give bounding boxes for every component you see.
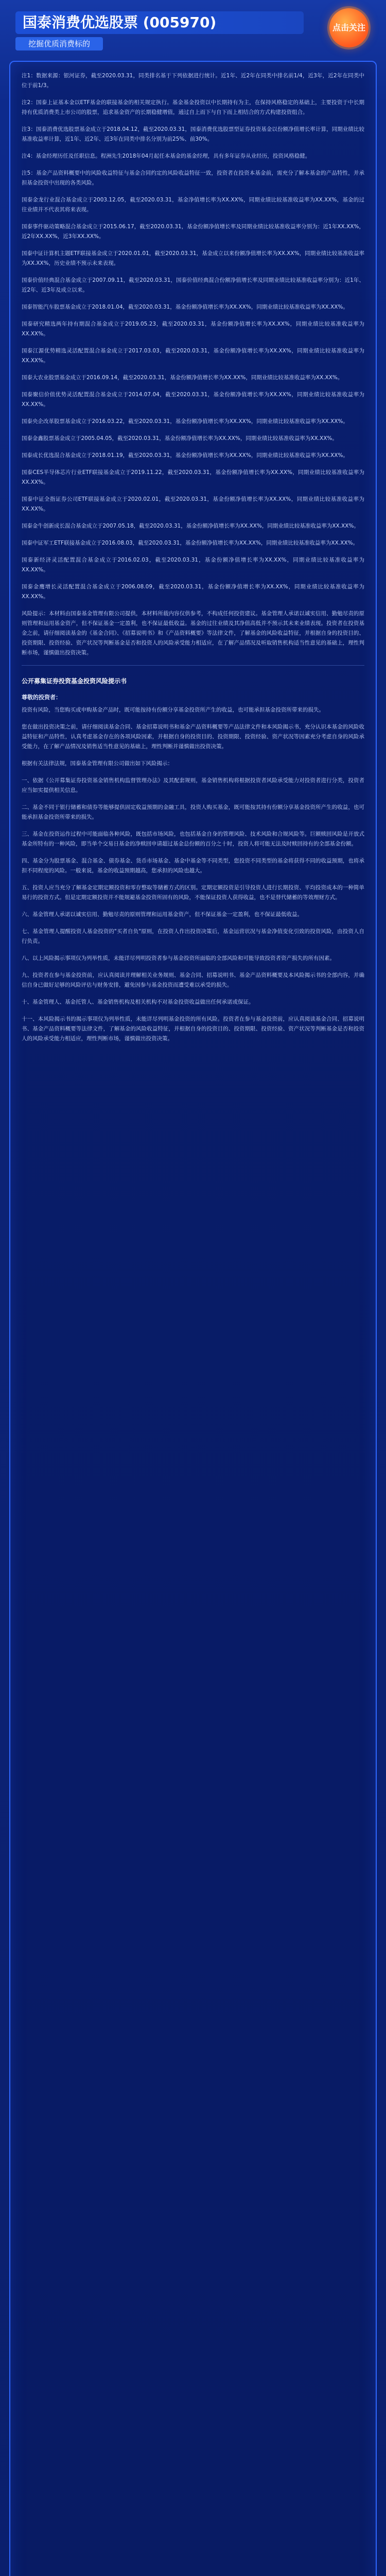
notice-paragraph: 您在做出投资决策之前，请仔细阅读基金合同、基金招募说明书和基金产品资料概要等产品法律文件和本风险揭示书，充分认识本基金的风险收益特征和产品特性，认真考虑基金存在的各项风险因素，并根据自身的投资目的、投资期限、投资经验、资产状况等因素充分考虑自身的风险承受能力，在了解产品情况及销售适当性意见的基础上，理性判断并谨慎做出投资决策。 bbox=[22, 724, 364, 750]
notice-paragraph: 二、基金不同于银行储蓄和债券等能够提供固定收益预期的金融工具，投资人购买基金，既可能按其持有份额分享基金投资所产生的收益，也可能承担基金投资所带来的损失。 bbox=[22, 804, 364, 820]
disclosure-paragraph: 注5：基金产品资料概要中的风险收益特征与基金合同约定的风险收益特征一致，投资者在投资本基金前，需充分了解本基金的产品特性，并承担基金投资中出现的各类风险。 bbox=[22, 170, 364, 186]
disclosure-paragraph: 国泰金鹰增长灵活配置混合基金成立于2006.08.09，截至2020.03.31，基金份额净值增长率为XX.XX%，同期业绩比较基准收益率为XX.XX%。 bbox=[22, 584, 364, 600]
disclosure-paragraph: 国泰金龙行业混合基金成立于2003.12.05，截至2020.03.31，基金净值增长率为XX.XX%，同期业绩比较基准收益率为XX.XX%，基金的过往业绩并不代表其将来表现。 bbox=[22, 197, 364, 213]
disclosure-paragraph: 国泰中证计算机主题ETF联接基金成立于2020.01.01，截至2020.03.31，基金成立以来份额净值增长率为XX.XX%，同期业绩比较基准收益率为XX.XX%，历史业绩不预示未来表现。 bbox=[22, 250, 364, 266]
disclosure-paragraph: 国泰大农业股票基金成立于2016.09.14，截至2020.03.31，基金份额净值增长率为XX.XX%，同期业绩比较基准收益率为XX.XX%。 bbox=[22, 375, 343, 381]
notice-section bbox=[22, 705, 364, 1044]
disclosure-paragraph: 注4：基金经理历任及任职信息。程洲先生2018年04月起任本基金的基金经理，具有多年证券从业经历，投资风格稳健。 bbox=[22, 153, 311, 159]
notice-paragraph: 一、依据《公开募集证券投资基金销售机构监督管理办法》及其配套规则，基金销售机构将根据投资者风险承受能力对投资者进行分类，投资者应当如实提供相关信息。 bbox=[22, 777, 364, 793]
divider bbox=[22, 665, 364, 666]
page-subtitle: 挖掘优质消费标的 bbox=[15, 37, 103, 50]
disclosure-paragraph: 风险提示：本材料由国泰基金管理有限公司提供，本材料所载内容仅供参考，不构成任何投资建议。基金管理人承诺以诚实信用、勤勉尽责的原则管理和运用基金资产，但不保证基金一定盈利，也不保证最低收益。基金的过往业绩及其净值高低并不预示其未来业绩表现。投资者在投资基金之前，请仔细阅读基金的《基金合同》、《招募说明书》和《产品资料概要》等法律文件，了解基金的风险收益特征，并根据自身的投资目的、投资期限、投资经验、资产状况等判断基金是否和投资人的风险承受能力相适应，在了解产品情况及听取销售机构适当性意见的基础上，理性判断市场，谨慎做出投资决策。 bbox=[22, 611, 364, 656]
disclosure-section bbox=[22, 71, 364, 658]
disclosure-paragraph: 注1：数据来源：银河证券，截至2020.03.31，同类排名基于下列依据进行统计。近1年、近2年在同类中排名前1/4，近3年，近2年在同类中位于前1/3。 bbox=[22, 73, 364, 89]
notice-paragraph: 九、投资者在参与基金投资前，应认真阅读并理解相关业务规则、基金合同、招募说明书、基金产品资料概要及本风险揭示书的全部内容，并确信自身已做好足够的风险评估与财务安排，避免因参与基金投资而遭受难以承受的损失。 bbox=[22, 972, 364, 988]
disclosure-paragraph: 国泰智能汽车股票基金成立于2018.01.04，截至2020.03.31，基金份额净值增长率为XX.XX%，同期业绩比较基准收益率为XX.XX%。 bbox=[22, 304, 348, 310]
notice-paragraph: 八、以上风险揭示事项仅为列举性质，未能详尽列明投资者参与基金投资所面临的全部风险和可能导致投资者资产损失的所有因素。 bbox=[22, 955, 335, 961]
disclosure-paragraph: 注3：国泰消费优选股票基金成立于2018.04.12，截至2020.03.31，国泰消费优选股票型证券投资基金以份额净值增长率计算，同期业绩比较基准收益率计算，近1年、近2年、近3年在同类中排名分别为前25%、前30%。 bbox=[22, 126, 364, 142]
disclosure-paragraph: 国泰中证全指证券公司ETF联接基金成立于2020.02.01，截至2020.03.31，基金份额净值增长率为XX.XX%，同期业绩比较基准收益率为XX.XX%。 bbox=[22, 496, 364, 512]
disclosure-paragraph: 国泰研究精选两年持有期混合基金成立于2019.05.23，截至2020.03.31，基金份额净值增长率为XX.XX%，同期业绩比较基准收益率为XX.XX%。 bbox=[22, 321, 364, 337]
notice-paragraph: 投资有风险，当您购买或申购基金产品时，既可能按持有份额分享基金投资所产生的收益，也可能承担基金投资所带来的损失。 bbox=[22, 707, 324, 713]
notice-paragraph: 六、基金管理人承诺以诚实信用、勤勉尽责的原则管理和运用基金资产，但不保证基金一定盈利，也不保证最低收益。 bbox=[22, 911, 303, 918]
disclosure-paragraph: 国泰金牛创新成长混合基金成立于2007.05.18，截至2020.03.31，基金份额净值增长率为XX.XX%，同期业绩比较基准收益率为XX.XX%。 bbox=[22, 523, 359, 529]
disclosure-paragraph: 国泰聚信价值优势灵活配置混合基金成立于2014.07.04，截至2020.03.31，基金份额净值增长率为XX.XX%，同期业绩比较基准收益率为XX.XX%。 bbox=[22, 392, 364, 408]
disclosure-paragraph: 国泰江源优势精选灵活配置混合基金成立于2017.03.03，截至2020.03.31，基金份额净值增长率为XX.XX%，同期业绩比较基准收益率为XX.XX%。 bbox=[22, 348, 364, 364]
page-title: 国泰消费优选股票 (005970) bbox=[15, 11, 304, 34]
disclosure-paragraph: 国泰金鑫股票基金成立于2005.04.05，截至2020.03.31，基金份额净值增长率为XX.XX%，同期业绩比较基准收益率为XX.XX%。 bbox=[22, 435, 338, 442]
notice-title: 公开募集证券投资基金投资风险提示书 bbox=[22, 677, 127, 685]
disclosure-paragraph: 国泰新经济灵活配置混合基金成立于2016.02.03，截至2020.03.31，基金份额净值增长率为XX.XX%，同期业绩比较基准收益率为XX.XX%。 bbox=[22, 557, 364, 573]
disclosure-paragraph: 注2：国泰上证基本金以ETF基金的联接基金的相关规定执行。基金基金投资以中长期持有为主，在保持风格稳定的基础上，主要投资于中长期持有优质消费类上市公司的股票，追求基金资产的长期稳健增值，通过自上而下与自下而上相结合的方式构建投资组合。 bbox=[22, 99, 364, 115]
notice-paragraph: 十一、本风险揭示书的揭示事项仅为列举性质，未能详尽列明基金投资的所有风险。投资者在参与基金投资前，应认真阅读基金合同、招募说明书、基金产品资料概要等法律文件，了解基金的风险收益特征，并根据自身的投资目的、投资期限、投资经验、资产状况等判断基金是否和投资人的风险承受能力相适应，理性判断市场，谨慎做出投资决策。 bbox=[22, 1016, 364, 1042]
notice-paragraph: 十、基金管理人、基金托管人、基金销售机构及相关机构不对基金投资收益做出任何承诺或保证。 bbox=[22, 999, 254, 1005]
notice-subtitle: 尊敬的投资者： bbox=[22, 694, 61, 701]
disclosure-paragraph: 国泰价值经典混合基金成立于2007.09.11，截至2020.03.31，国泰价值经典混合份额净值增长率及同期业绩比较基准收益率分别为：近1年、近2年、近3年及成立以来。 bbox=[22, 277, 364, 293]
disclosure-paragraph: 国泰CES半导体芯片行业ETF联接基金成立于2019.11.22，截至2020.03.31，基金份额净值增长率为XX.XX%，同期业绩比较基准收益率为XX.XX%。 bbox=[22, 469, 364, 485]
disclosure-paragraph: 国泰成长优选混合基金成立于2018.01.19，截至2020.03.31，基金份额净值增长率为XX.XX%，同期业绩比较基准收益率为XX.XX%。 bbox=[22, 452, 348, 459]
notice-paragraph: 七、基金管理人提醒投资人基金投资的"买者自负"原则，在投资人作出投资决策后，基金运营状况与基金净值变化引致的投资风险，由投资人自行负责。 bbox=[22, 928, 364, 944]
header bbox=[0, 0, 386, 57]
disclosure-paragraph: 国泰央企改革股票基金成立于2016.03.22，截至2020.03.31，基金份额净值增长率为XX.XX%，同期业绩比较基准收益率为XX.XX%。 bbox=[22, 418, 348, 425]
disclosure-paragraph: 国泰中证军工ETF联接基金成立于2016.08.03，截至2020.03.31，基金份额净值增长率为XX.XX%，同期业绩比较基准收益率为XX.XX%。 bbox=[22, 540, 358, 546]
follow-button[interactable]: 点击关注 bbox=[329, 8, 369, 47]
notice-paragraph: 四、基金分为股票基金、混合基金、债券基金、货币市场基金、基金中基金等不同类型，您投资不同类型的基金将获得不同的收益预期，也将承担不同程度的风险。一般来说，基金的收益预期越高，您承担的风险也越大。 bbox=[22, 858, 364, 874]
content-card bbox=[9, 61, 377, 2576]
notice-paragraph: 五、投资人应当充分了解基金定期定额投资和零存整取等储蓄方式的区别。定期定额投资是引导投资人进行长期投资、平均投资成本的一种简单易行的投资方式。但是定期定额投资并不能规避基金投资所固有的风险，不能保证投资人获得收益，也不是替代储蓄的等效理财方式。 bbox=[22, 885, 364, 901]
disclosure-paragraph: 国泰事件驱动策略混合基金成立于2015.06.17，截至2020.03.31，基金份额净值增长率及同期业绩比较基准收益率分别为：近1年XX.XX%，近2年XX.XX%，近3年XX.XX%。 bbox=[22, 224, 364, 240]
notice-paragraph: 三、基金在投资运作过程中可能面临各种风险，既包括市场风险，也包括基金自身的管理风险、技术风险和合规风险等。巨额赎回风险是开放式基金所特有的一种风险，即当单个交易日基金的净赎回申请超过基金总份额的百分之十时，投资人将可能无法及时赎回持有的全部基金份额。 bbox=[22, 831, 364, 847]
notice-paragraph: 根据有关法律法规，国泰基金管理有限公司做出如下风险揭示： bbox=[22, 760, 173, 767]
